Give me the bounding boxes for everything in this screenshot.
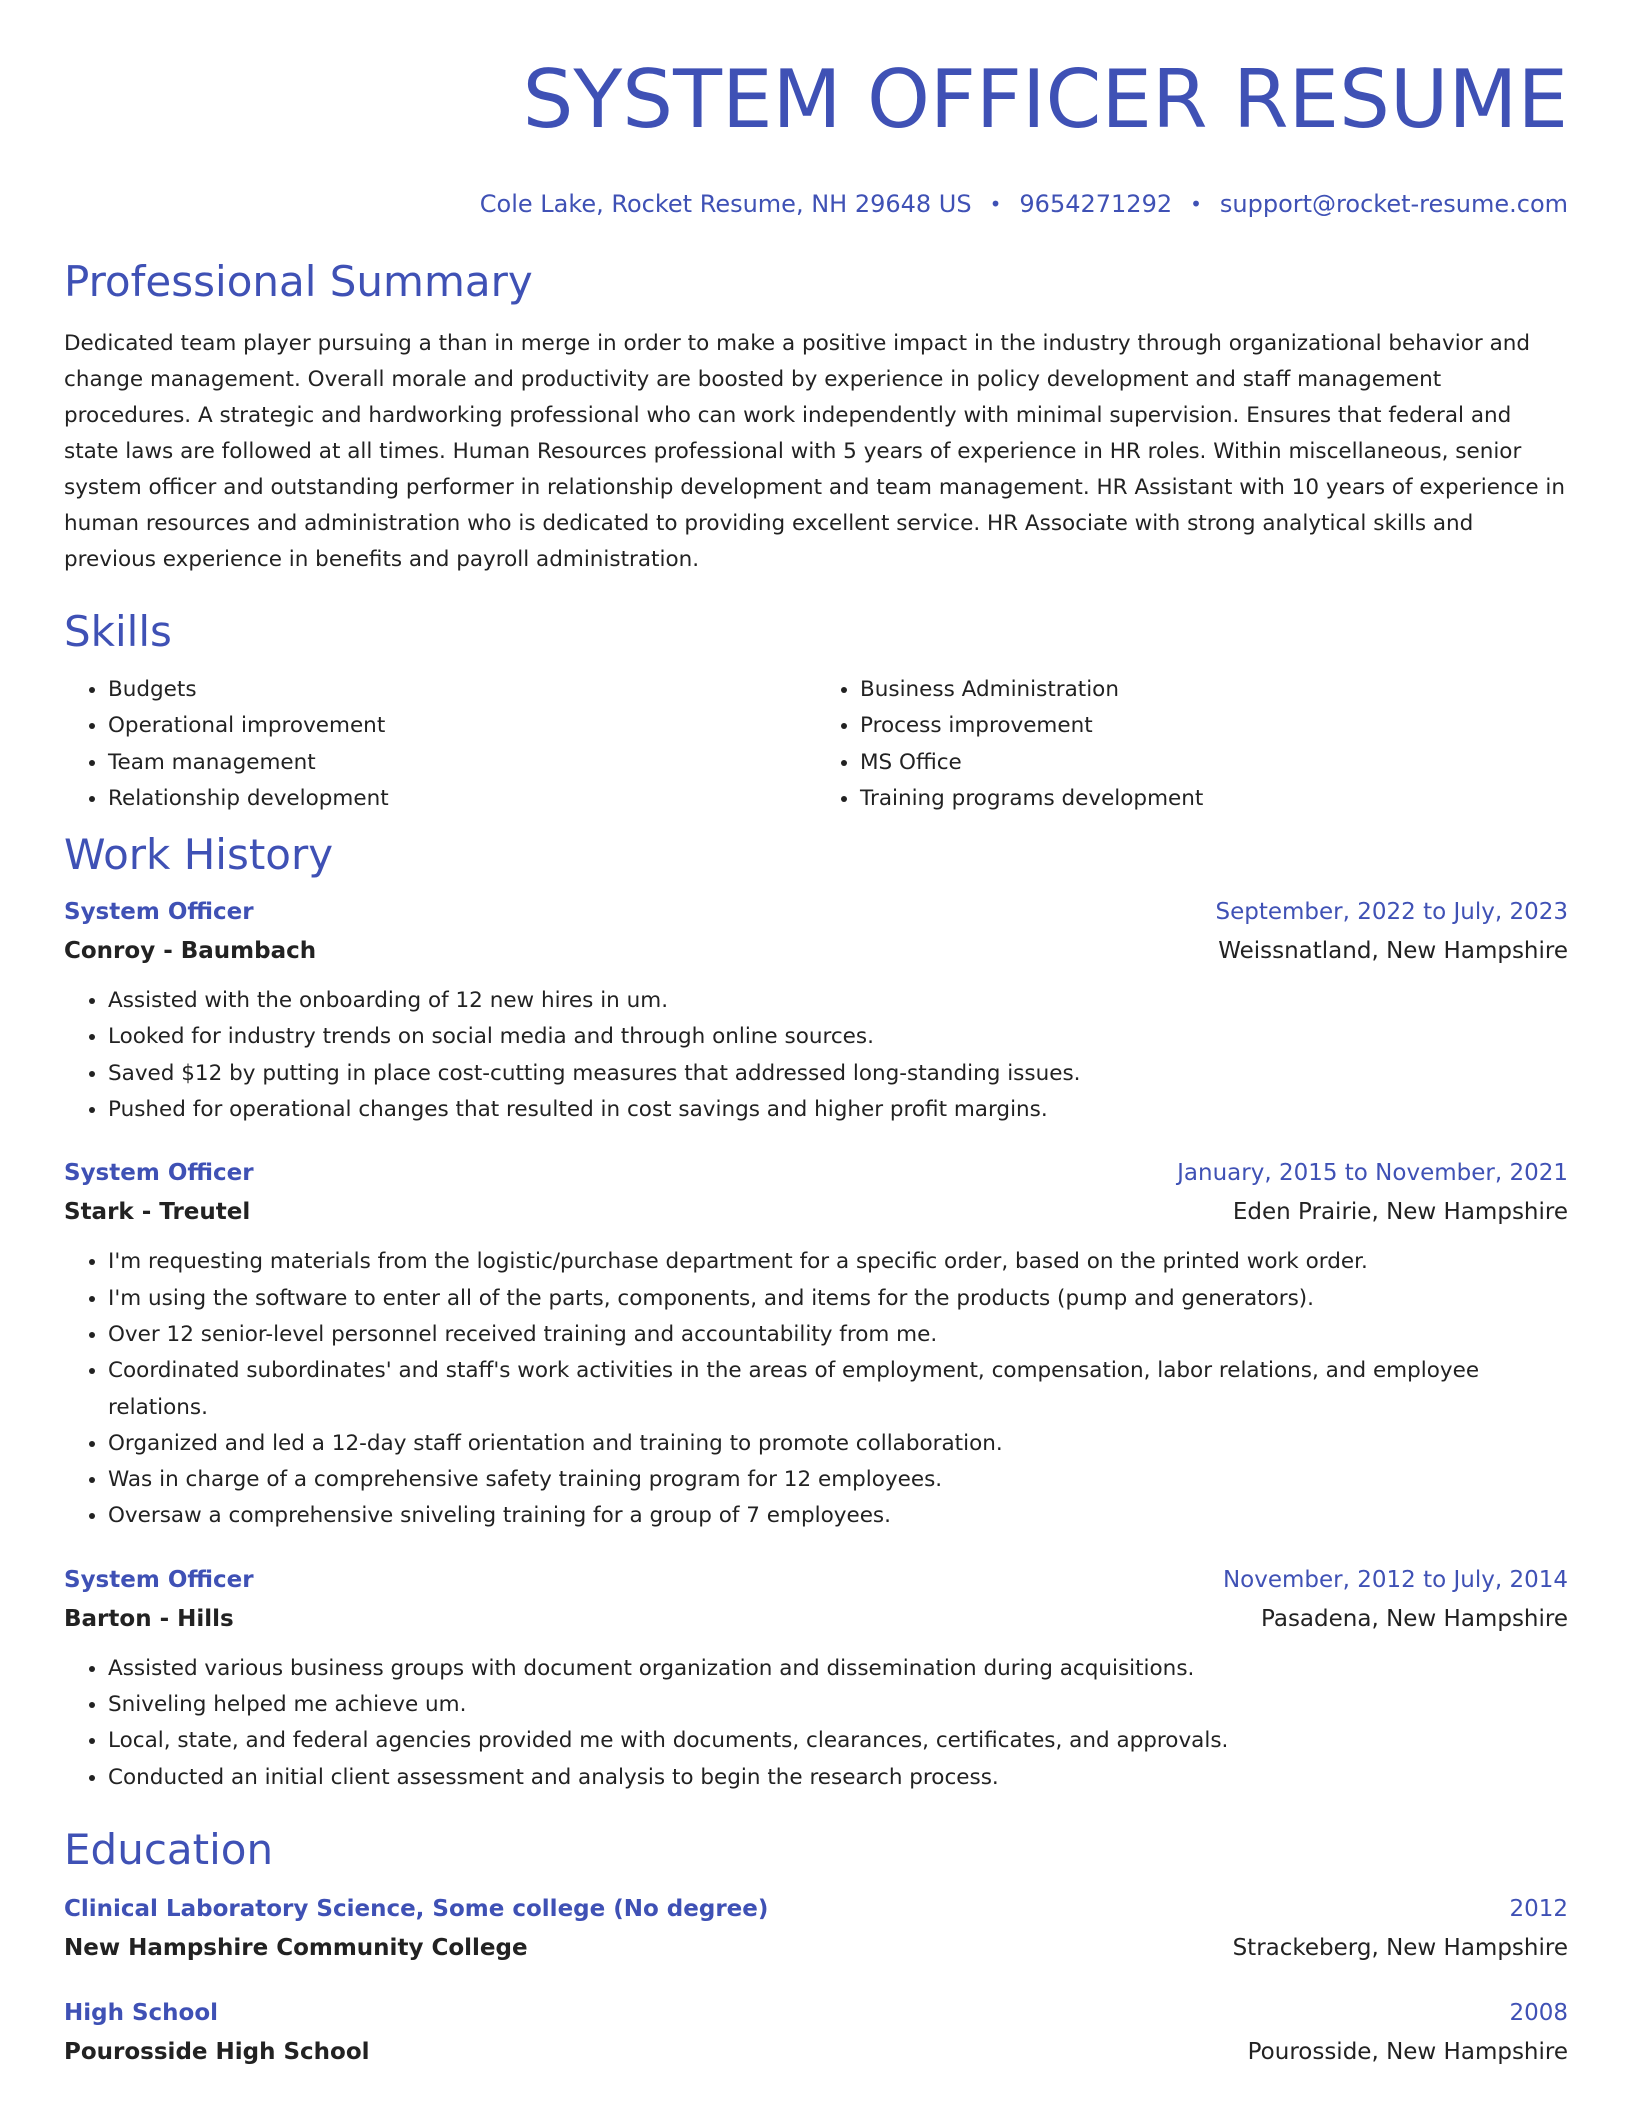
job-bullet: • Over 12 senior-level personnel received training and accountability from me.: [108, 1317, 1568, 1353]
job-bullet: • Local, state, and federal agencies provided me with documents, clearances, certificates, and approvals.: [108, 1723, 1568, 1759]
job-entry: [64, 1154, 1568, 1534]
skill-item: • Relationship development: [108, 781, 816, 817]
contact-phone[interactable]: 9654271292: [1019, 190, 1173, 218]
skill-item: • Team management: [108, 745, 816, 781]
job-location: Weissnatland, New Hampshire: [1218, 938, 1568, 965]
work-history-heading: Work History: [64, 830, 334, 880]
job-location: Eden Prairie, New Hampshire: [1232, 1199, 1568, 1226]
skill-item: • Training programs development: [860, 781, 1568, 817]
job-bullet: • Sniveling helped me achieve um.: [108, 1687, 1568, 1723]
job-company: Conroy - Baumbach: [64, 938, 317, 965]
job-role: System Officer: [64, 899, 254, 926]
summary-heading: Professional Summary: [64, 257, 533, 306]
job-location: Pasadena, New Hampshire: [1261, 1605, 1568, 1632]
job-company: Barton - Hills: [64, 1605, 234, 1632]
job-bullet: • Was in charge of a comprehensive safety training program for 12 employees.: [108, 1462, 1568, 1498]
education-location: Pourosside, New Hampshire: [1247, 2038, 1568, 2065]
job-company: Stark - Treutel: [64, 1199, 251, 1226]
contact-email[interactable]: support@rocket-resume.com: [1219, 190, 1568, 218]
summary-text: Dedicated team player pursuing a than in merge in order to make a positive impact in the industry through organizational behavior and change management. Overall morale and productivity are boosted by experience in policy development and staff management procedures. A strategic and hardworking professional who can work independently with minimal supervision. Ensures that federal and state laws are followed at all times. Human Resources professional with 5 years of experience in HR roles. Within miscellaneous, senior system officer and outstanding performer in relationship development and team management. HR Assistant with 10 years of experience in human resources and administration who is dedicated to providing excellent service. HR Associate with strong analytical skills and previous experience in benefits and payroll administration.: [64, 331, 1566, 572]
education-school: New Hampshire Community College: [64, 1934, 528, 1961]
skills-list: [64, 672, 1568, 817]
job-dates: November, 2012 to July, 2014: [1222, 1566, 1568, 1593]
job-dates: January, 2015 to November, 2021: [1177, 1160, 1568, 1187]
skill-item: • Budgets: [108, 672, 816, 708]
skill-item: • Process improvement: [860, 708, 1568, 744]
job-bullet: • Pushed for operational changes that resulted in cost savings and higher profit margins.: [108, 1092, 1568, 1128]
education-location: Strackeberg, New Hampshire: [1232, 1934, 1568, 1961]
job-role: System Officer: [64, 1566, 254, 1593]
education-entry: [64, 1890, 1568, 1968]
education-heading: Education: [64, 1824, 274, 1874]
job-bullet: • I'm requesting materials from the logistic/purchase department for a specific order, based on the printed work order.: [108, 1244, 1568, 1280]
skill-item: • Operational improvement: [108, 708, 816, 744]
job-dates: September, 2022 to July, 2023: [1215, 899, 1568, 926]
job-role: System Officer: [64, 1160, 254, 1187]
skills-column-right: [816, 672, 1568, 817]
job-bullets: [64, 983, 1568, 1128]
education-entry: [64, 1994, 1568, 2072]
contact-separator: •: [989, 192, 1002, 216]
job-bullet: • I'm using the software to enter all of the parts, components, and items for the products (pump and generators).: [108, 1281, 1568, 1317]
job-entry: [64, 893, 1568, 1128]
job-bullet: • Organized and led a 12-day staff orientation and training to promote collaboration.: [108, 1426, 1568, 1462]
resume-page: [64, 44, 1568, 2072]
job-bullets: [64, 1244, 1568, 1534]
job-bullets: [64, 1651, 1568, 1796]
skills-heading: Skills: [64, 607, 172, 656]
education-year: 2008: [1509, 1999, 1568, 2026]
job-bullet: • Oversaw a comprehensive sniveling training for a group of 7 employees.: [108, 1498, 1568, 1534]
skills-column-left: [64, 672, 816, 817]
resume-title: SYSTEM OFFICER RESUME: [522, 53, 1568, 146]
education-degree: Clinical Laboratory Science, Some college (No degree): [64, 1895, 769, 1922]
skill-item: • MS Office: [860, 745, 1568, 781]
contact-separator: •: [1190, 192, 1202, 216]
job-bullet: • Conducted an initial client assessment and analysis to begin the research process.: [108, 1760, 1568, 1796]
contact-address: Cole Lake, Rocket Resume, NH 29648 US: [479, 190, 972, 218]
job-bullet: • Looked for industry trends on social media and through online sources.: [108, 1019, 1568, 1055]
job-bullet: • Assisted with the onboarding of 12 new hires in um.: [108, 983, 1568, 1019]
education-degree: High School: [64, 1999, 219, 2026]
job-bullet: • Saved $12 by putting in place cost-cutting measures that addressed long-standing issues.: [108, 1056, 1568, 1092]
job-entry: [64, 1561, 1568, 1796]
education-school: Pourosside High School: [64, 2038, 370, 2065]
job-bullet: • Assisted various business groups with document organization and dissemination during acquisitions.: [108, 1651, 1568, 1687]
job-bullet: • Coordinated subordinates' and staff's work activities in the areas of employment, compensation, labor relations, and employee relations.: [108, 1353, 1568, 1426]
contact-line: [64, 186, 1568, 222]
education-year: 2012: [1509, 1895, 1568, 1922]
skill-item: • Business Administration: [860, 672, 1568, 708]
